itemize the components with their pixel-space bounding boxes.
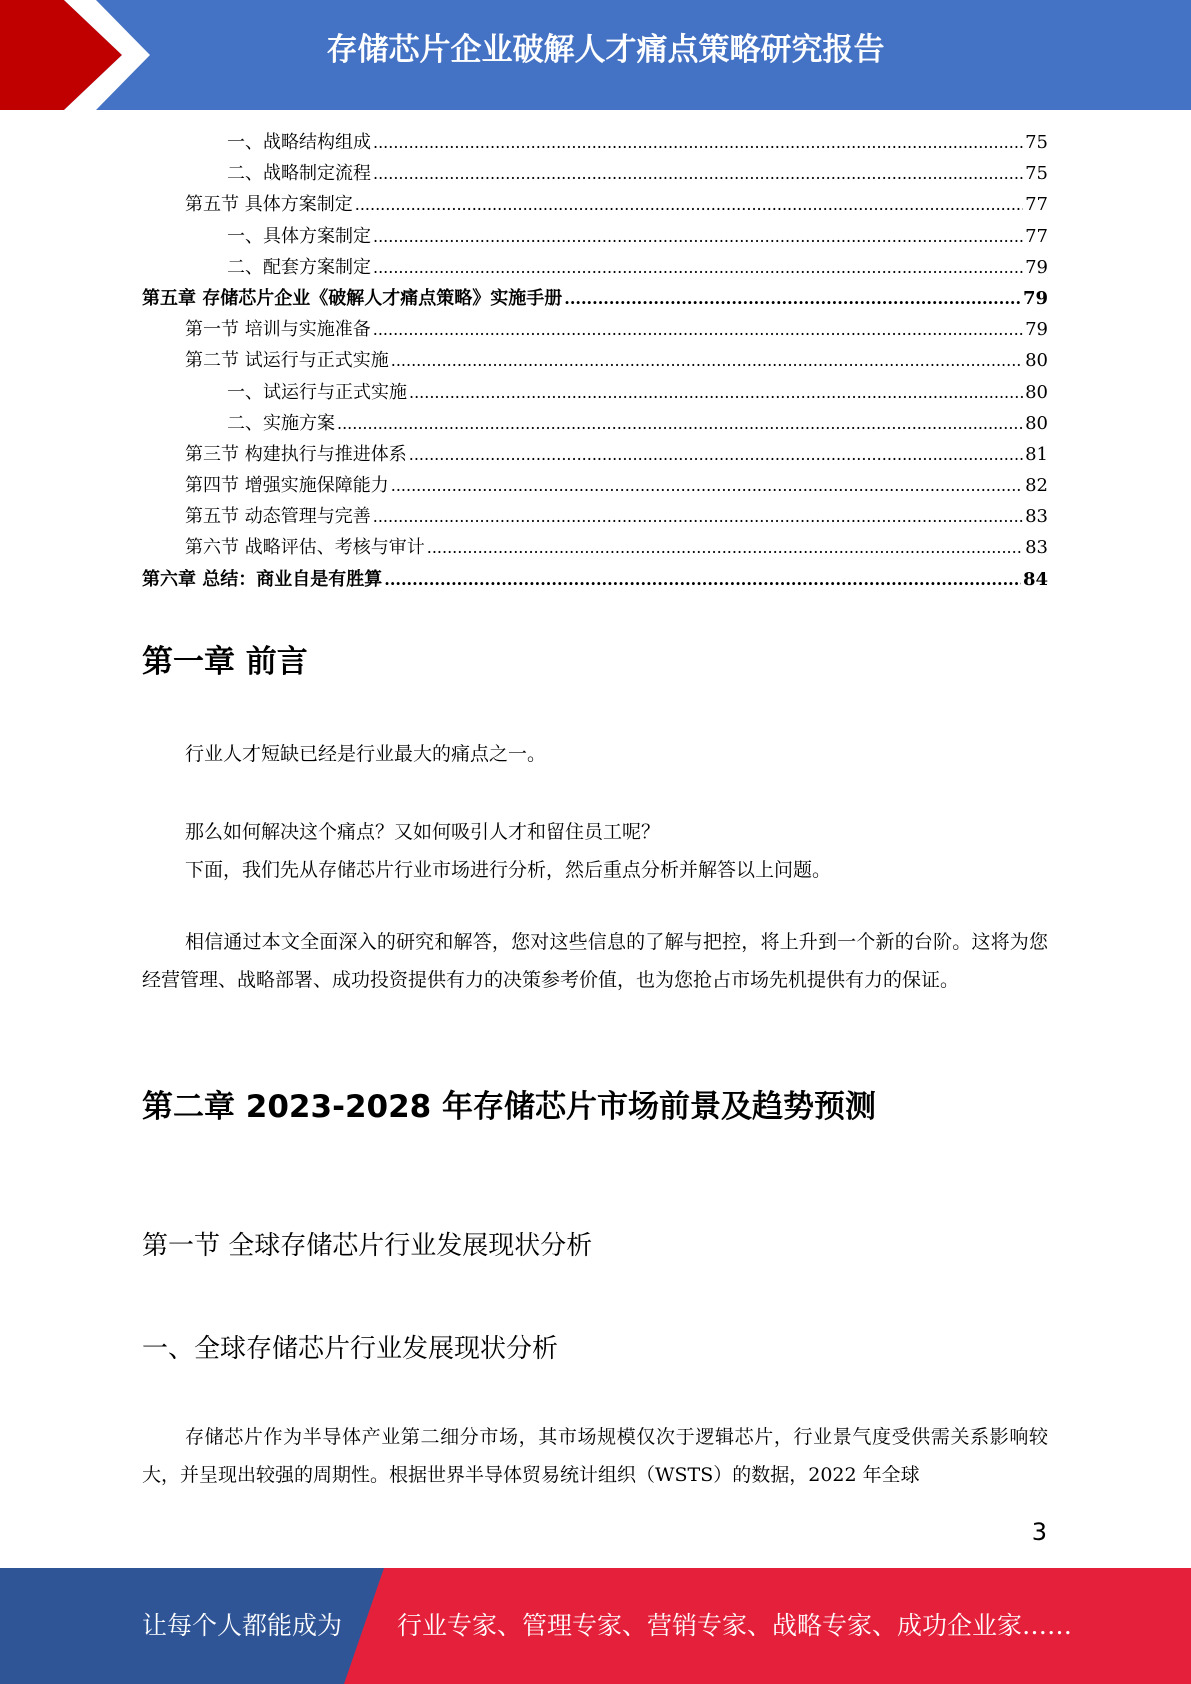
toc-dot-leader: [373, 507, 1023, 526]
toc-entry[interactable]: [142, 190, 1048, 221]
toc-dot-leader: [564, 289, 1021, 308]
chapter-1-line-2: 那么如何解决这个痛点？又如何吸引人才和留住员工呢？: [185, 821, 661, 843]
toc-entry-title: 一、战略结构组成: [227, 132, 371, 153]
toc-entry-page: 83: [1025, 537, 1048, 559]
toc-entry-title: 二、实施方案: [227, 412, 335, 434]
toc-entry-title: 一、试运行与正式实施: [227, 381, 407, 403]
toc-entry[interactable]: [142, 159, 1048, 190]
toc-entry-title: 第二节 试运行与正式实施: [185, 350, 389, 372]
toc-entry[interactable]: [142, 409, 1048, 440]
section-1-heading: 第一节 全球存储芯片行业发展现状分析: [142, 1231, 593, 1261]
toc-dot-leader: [373, 258, 1023, 277]
toc-entry-page: 79: [1022, 287, 1048, 309]
page-number: 3: [1031, 1518, 1047, 1546]
chapter-2-heading: 第二章 2023-2028 年存储芯片市场前景及趋势预测: [142, 1089, 877, 1125]
toc-entry-title: 二、配套方案制定: [227, 256, 371, 278]
toc-dot-leader: [384, 570, 1021, 589]
toc-entry-title: 一、具体方案制定: [227, 225, 371, 247]
chapter-1-paragraph: 相信通过本文全面深入的研究和解答，您对这些信息的了解与把控，将上升到一个新的台阶。这将为您经营管理、战略部署、成功投资提供有力的决策参考价值，也为您抢占市场先机提供有力的保证。: [142, 931, 1048, 991]
toc-entry-page: 80: [1025, 381, 1048, 403]
chapter-1-line-3: 下面，我们先从存储芯片行业市场进行分析，然后重点分析并解答以上问题。: [185, 859, 832, 881]
toc-dot-leader: [391, 351, 1023, 370]
toc-entry[interactable]: [142, 533, 1048, 564]
toc-entry[interactable]: [142, 222, 1048, 253]
toc-entry-title: 第五节 动态管理与完善: [185, 506, 371, 528]
footer-slogan-right: 行业专家、管理专家、营销专家、战略专家、成功企业家……: [397, 1611, 1073, 1640]
table-of-contents: [142, 128, 1048, 596]
toc-entry-title: 二、战略制定流程: [227, 163, 371, 185]
toc-dot-leader: [409, 445, 1023, 464]
toc-entry-page: 80: [1025, 350, 1048, 372]
subsection-1-heading: 一、全球存储芯片行业发展现状分析: [142, 1334, 559, 1364]
toc-entry-title: 第三节 构建执行与推进体系: [185, 443, 407, 465]
toc-entry[interactable]: [142, 253, 1048, 284]
toc-entry-page: 75: [1025, 163, 1048, 185]
toc-dot-leader: [373, 320, 1023, 339]
toc-entry-page: 77: [1025, 194, 1048, 216]
toc-entry[interactable]: [142, 128, 1048, 159]
toc-entry-page: 81: [1025, 443, 1048, 465]
toc-entry-page: 80: [1025, 412, 1048, 434]
toc-entry-page: 77: [1025, 225, 1048, 247]
page-footer: [0, 1568, 1191, 1684]
toc-dot-leader: [373, 133, 1023, 152]
toc-entry-page: 84: [1022, 568, 1048, 590]
toc-entry-title: 第一节 培训与实施准备: [185, 319, 371, 341]
toc-entry[interactable]: [142, 440, 1048, 471]
footer-slogan-left: 让每个人都能成为: [142, 1611, 343, 1640]
toc-entry-title: 第四节 增强实施保障能力: [185, 475, 389, 497]
toc-entry-page: 79: [1025, 319, 1048, 341]
chapter-1-line-1: 行业人才短缺已经是行业最大的痛点之一。: [185, 743, 547, 765]
chapter-1-heading: 第一章 前言: [142, 644, 308, 680]
toc-entry[interactable]: [142, 315, 1048, 346]
toc-entry-page: 75: [1025, 132, 1048, 153]
toc-entry[interactable]: [142, 565, 1048, 596]
report-title: 存储芯片企业破解人才痛点策略研究报告: [326, 32, 885, 68]
toc-entry-page: 82: [1025, 475, 1048, 497]
toc-dot-leader: [355, 195, 1023, 214]
toc-dot-leader: [337, 414, 1023, 433]
toc-entry[interactable]: [142, 346, 1048, 377]
toc-entry[interactable]: [142, 471, 1048, 502]
page-header: [0, 0, 1191, 110]
toc-entry[interactable]: [142, 284, 1048, 315]
toc-dot-leader: [373, 227, 1023, 246]
toc-entry-title: 第六章 总结：商业自是有胜算: [142, 568, 383, 590]
toc-dot-leader: [373, 164, 1023, 183]
toc-entry-title: 第五章 存储芯片企业《破解人才痛点策略》实施手册: [142, 287, 563, 309]
toc-entry-title: 第六节 战略评估、考核与审计: [185, 537, 425, 559]
toc-entry-page: 83: [1025, 506, 1048, 528]
toc-dot-leader: [427, 538, 1023, 557]
toc-dot-leader: [391, 476, 1023, 495]
chapter-2-paragraph: 存储芯片作为半导体产业第二细分市场，其市场规模仅次于逻辑芯片，行业景气度受供需关系影响较大，并呈现出较强的周期性。根据世界半导体贸易统计组织（WSTS）的数据，2022 年全球: [142, 1426, 1048, 1486]
toc-entry-title: 第五节 具体方案制定: [185, 194, 353, 216]
toc-dot-leader: [409, 383, 1023, 402]
toc-entry-page: 79: [1025, 256, 1048, 278]
toc-entry[interactable]: [142, 502, 1048, 533]
toc-entry[interactable]: [142, 378, 1048, 409]
